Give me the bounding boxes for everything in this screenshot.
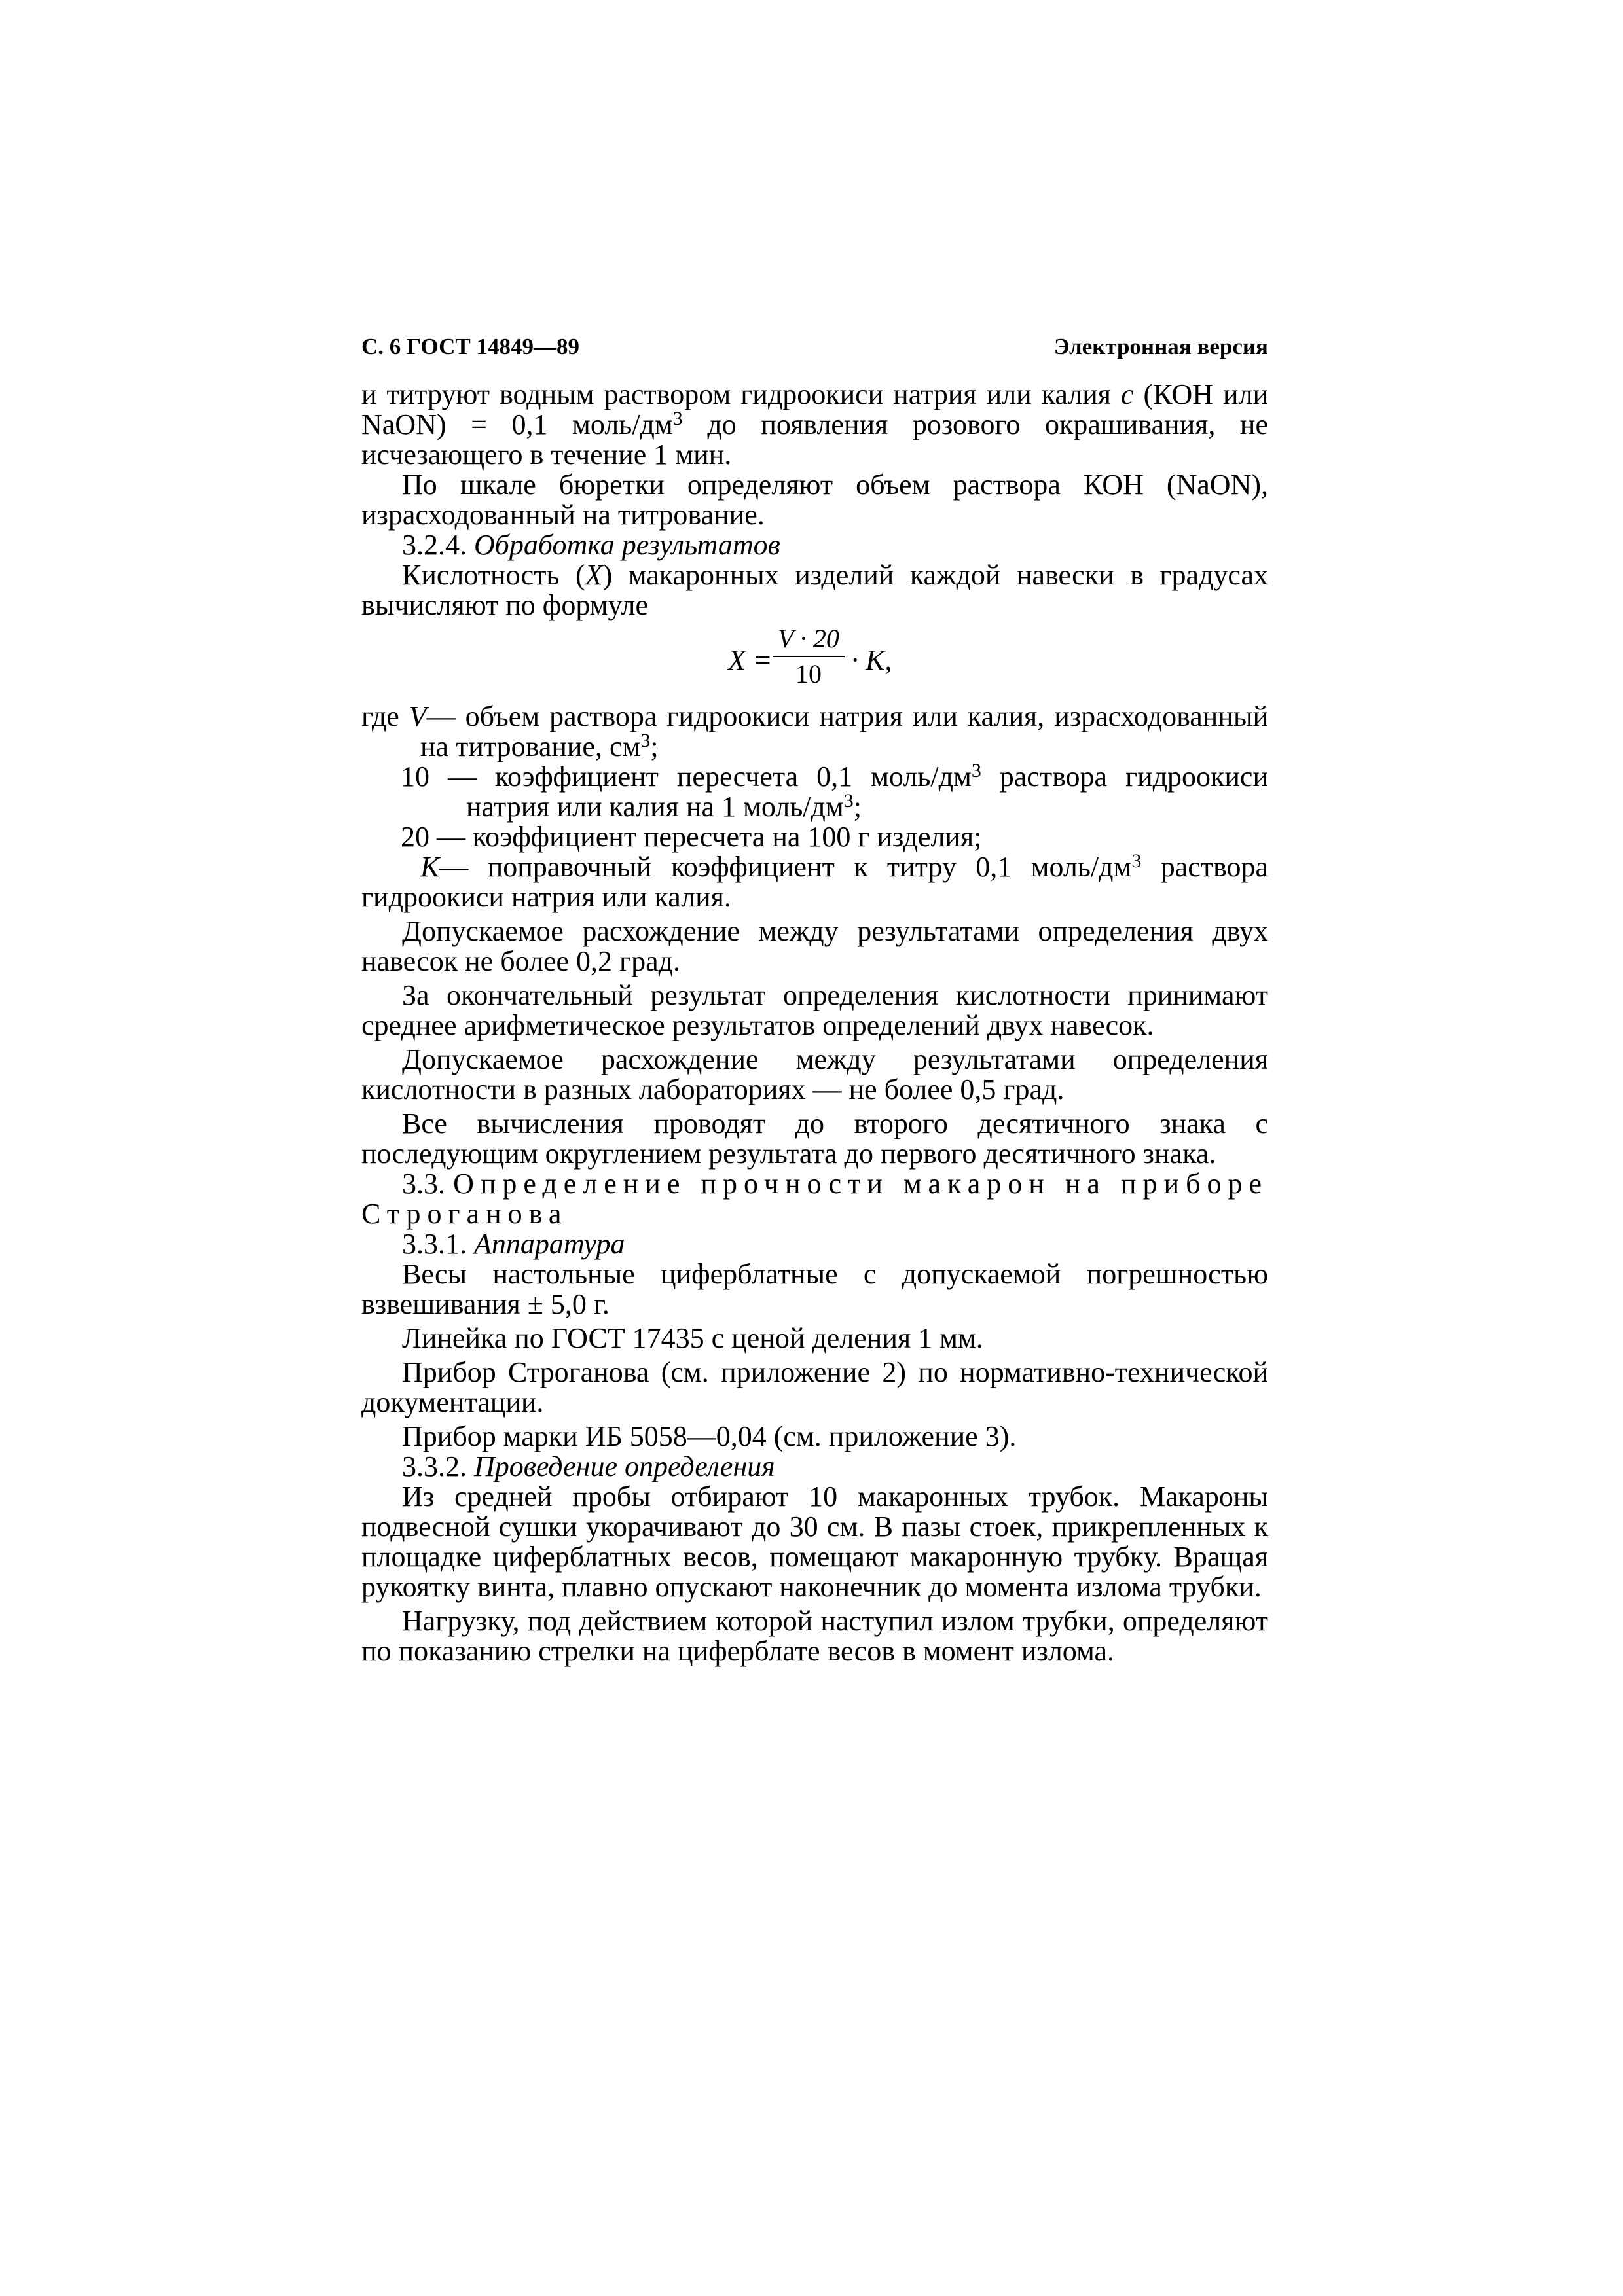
superscript: 3	[843, 790, 854, 812]
paragraph-titration	[361, 380, 1268, 470]
fraction-bar	[773, 656, 845, 657]
section-number: 3.3.1.	[402, 1228, 467, 1260]
legend-k	[361, 852, 1268, 912]
legend-10	[361, 762, 1268, 822]
paragraph-tolerance-labs: Допускаемое расхождение между результатами определения кислотности в разных лабораториях — не более 0,5 град.	[361, 1043, 1268, 1105]
paragraph-burette: По шкале бюретки определяют объем раствора КОН (NaON), израсходованный на титрование.	[361, 469, 1268, 531]
section-title: Аппаратура	[474, 1228, 625, 1260]
paragraph-acidity	[361, 560, 1268, 620]
section-3-3	[361, 1169, 1268, 1229]
section-title: Обработка результатов	[474, 529, 780, 561]
acidity-formula	[361, 623, 1268, 696]
section-3-3-1	[361, 1229, 1268, 1259]
section-3-2-4	[361, 530, 1268, 560]
symbol-x: X	[585, 559, 603, 591]
superscript: 3	[672, 408, 683, 429]
symbol-c: c	[1121, 378, 1134, 410]
text: где	[361, 700, 399, 732]
superscript: 3	[1131, 850, 1142, 872]
symbol-v: V	[409, 700, 427, 732]
legend-20: 20 — коэффициент пересчета на 100 г изделия;	[401, 821, 982, 853]
formula-denominator: 10	[795, 659, 822, 689]
paragraph-load: Нагрузку, под действием которой наступил излом трубки, определяют по показанию стрелки на циферблате весов в момент излома.	[361, 1605, 1268, 1667]
superscript: 3	[971, 760, 981, 781]
paragraph-scales: Весы настольные циферблатные с допускаемой погрешностью взвешивания ± 5,0 г.	[361, 1258, 1268, 1320]
symbol-k: K	[420, 851, 440, 883]
text: раствора гидроокиси натрия или калия.	[361, 851, 1268, 913]
paragraph-stroganov-device: Прибор Строганова (см. приложение 2) по нормативно-технической документации.	[361, 1356, 1268, 1418]
formula-fraction	[773, 623, 845, 690]
text: до появления розового окрашивания, не исчезающего в течение 1 мин.	[361, 408, 1268, 471]
paragraph-ib-device: Прибор марки ИБ 5058—0,04 (см. приложение 3).	[402, 1420, 1017, 1452]
legend-v	[361, 702, 1268, 762]
formula-legend	[361, 702, 1268, 912]
version-label: Электронная версия	[1053, 334, 1268, 359]
formula-numerator: V · 20	[778, 624, 839, 653]
text: ) макаронных изделий каждой навески в градусах вычисляют по формуле	[361, 559, 1268, 621]
formula-lhs: X =	[728, 644, 773, 676]
section-title: Определение прочности макарон на приборе Строганова	[361, 1168, 1269, 1230]
text: и титруют водным раствором гидроокиси натрия или калия	[361, 378, 1112, 410]
text: Кислотность (	[402, 559, 585, 591]
document-body	[361, 380, 1268, 1666]
text: ;	[650, 730, 659, 762]
section-number: 3.3.2.	[402, 1450, 467, 1482]
text: ;	[853, 791, 862, 823]
text: — поправочный коэффициент к титру 0,1 моль/дм	[439, 851, 1132, 883]
text: 10 — коэффициент пересчета 0,1 моль/дм	[401, 761, 972, 793]
paragraph-tolerance-samples: Допускаемое расхождение между результатами определения двух навесок не более 0,2 град.	[361, 915, 1268, 977]
formula-tail: · K,	[851, 644, 892, 676]
superscript: 3	[640, 730, 651, 751]
text: раствора гидроокиси натрия или калия на 1 моль/дм	[466, 761, 1269, 823]
section-3-3-2	[361, 1452, 1268, 1482]
section-number: 3.2.4.	[402, 529, 467, 561]
page-number-standard: С. 6 ГОСТ 14849—89	[361, 334, 579, 359]
paragraph-rounding: Все вычисления проводят до второго десятичного знака с последующим округлением результата до первого десятичного знака.	[361, 1107, 1268, 1170]
text: (КОН или NaON) = 0,1 моль/дм	[361, 378, 1269, 440]
section-number: 3.3.	[402, 1168, 445, 1200]
paragraph-procedure: Из средней пробы отбирают 10 макаронных трубок. Макароны подвесной сушки укорачивают до 30 см. В пазы стоек, прикрепленных к площадке циферблатных весов, помещают макаронную трубку. Вращая рукоятку винта, плавно опускают наконечник до момента излома трубки.	[361, 1480, 1268, 1603]
section-title: Проведение определения	[474, 1450, 775, 1482]
paragraph-final-result: За окончательный результат определения кислотности принимают среднее арифметическое результатов определений двух навесок.	[361, 979, 1268, 1041]
paragraph-ruler: Линейка по ГОСТ 17435 с ценой деления 1 мм.	[402, 1322, 983, 1354]
page-header	[361, 334, 1268, 364]
text: — объем раствора гидроокиси натрия или калия, израсходованный на титрование, см	[420, 700, 1269, 762]
